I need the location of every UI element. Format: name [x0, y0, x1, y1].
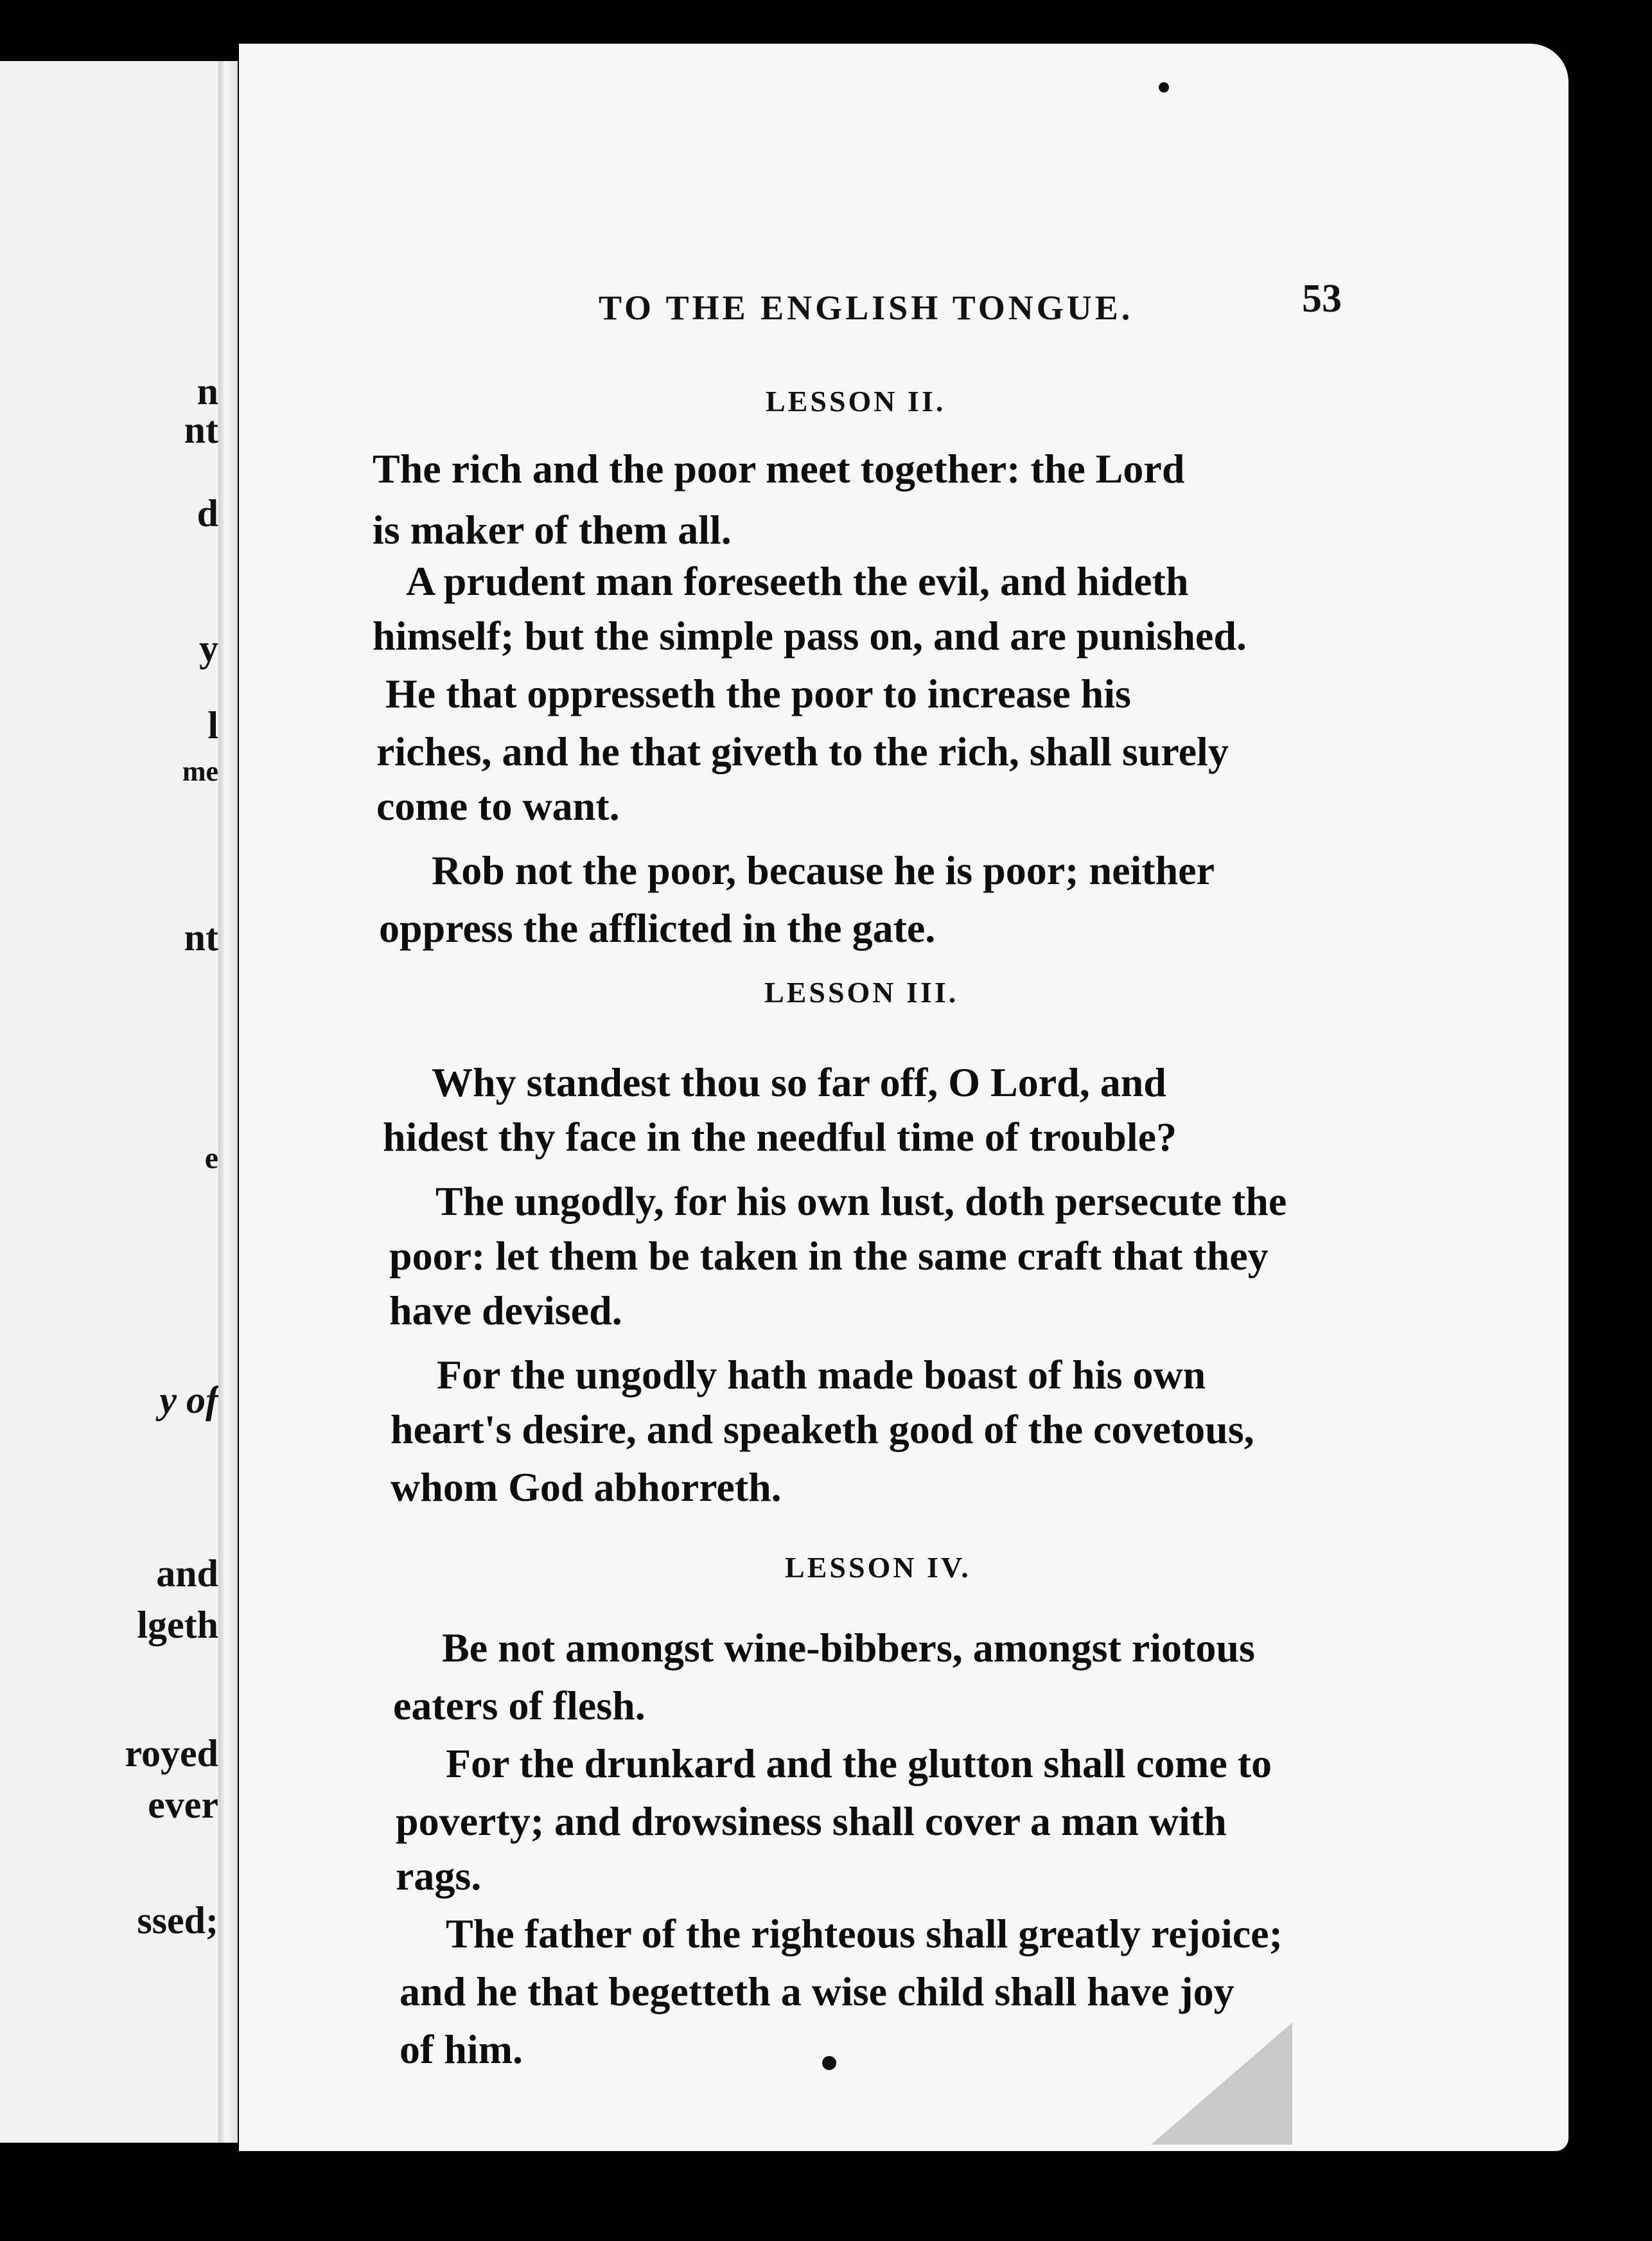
left-fragment: d — [197, 492, 218, 535]
left-fragment: me — [182, 756, 218, 787]
left-fragment: n — [197, 370, 218, 412]
lesson-heading: LESSON III. — [764, 976, 959, 1009]
book-page — [239, 44, 1569, 2151]
text-line: have devised. — [389, 1288, 622, 1333]
book-gutter — [218, 61, 238, 2143]
page-corner-wear — [1151, 2023, 1292, 2145]
left-fragment: nt — [184, 409, 218, 451]
text-line: Be not amongst wine-bibbers, amongst riotous — [442, 1625, 1255, 1670]
text-line: A prudent man foreseeth the evil, and hideth — [406, 558, 1189, 604]
text-line: heart's desire, and speaketh good of the covetous, — [391, 1406, 1254, 1452]
text-line: Why standest thou so far off, O Lord, and — [432, 1059, 1166, 1105]
text-line: whom God abhorreth. — [391, 1464, 782, 1510]
text-line: eaters of flesh. — [393, 1683, 646, 1728]
ink-speck — [822, 2056, 836, 2070]
text-line: The rich and the poor meet together: the Lord — [373, 446, 1185, 492]
text-line: For the ungodly hath made boast of his own — [437, 1352, 1206, 1397]
text-line: poor: let them be taken in the same craft that they — [389, 1233, 1269, 1279]
text-line: and he that begetteth a wise child shall have joy — [400, 1969, 1235, 2014]
text-line: Rob not the poor, because he is poor; neither — [432, 847, 1215, 893]
text-line: riches, and he that giveth to the rich, shall surely — [376, 729, 1229, 774]
lesson-heading: LESSON II. — [766, 385, 946, 418]
bleed-through-text — [361, 403, 1543, 449]
page-number: 53 — [1302, 277, 1342, 321]
left-fragment: e — [204, 1141, 218, 1175]
ink-speck — [1159, 82, 1169, 93]
text-line: The ungodly, for his own lust, doth persecute the — [435, 1178, 1287, 1224]
text-line: rags. — [396, 1853, 482, 1899]
previous-page-edge — [0, 61, 218, 2143]
left-fragment: ssed; — [137, 1899, 218, 1942]
left-fragment: lgeth — [137, 1604, 218, 1646]
text-line: himself; but the simple pass on, and are punished. — [373, 613, 1247, 659]
text-line: poverty; and drowsiness shall cover a man with — [396, 1798, 1227, 1844]
text-line: come to want. — [376, 783, 620, 829]
running-title: TO THE ENGLISH TONGUE. — [599, 288, 1134, 327]
text-line: oppress the afflicted in the gate. — [379, 905, 936, 951]
text-line: is maker of them all. — [373, 507, 732, 553]
left-fragment: y — [199, 627, 218, 669]
left-fragment: ever — [148, 1784, 218, 1826]
left-fragment: y of — [159, 1379, 218, 1421]
lesson-heading: LESSON IV. — [785, 1551, 971, 1584]
text-line: He that oppresseth the poor to increase his — [385, 671, 1131, 716]
text-line: For the drunkard and the glutton shall come to — [446, 1741, 1272, 1786]
text-line: hidest thy face in the needful time of trouble? — [383, 1114, 1177, 1160]
left-fragment: and — [156, 1552, 218, 1595]
left-fragment: nt — [184, 916, 218, 959]
left-fragment: l — [207, 704, 218, 747]
text-line: The father of the righteous shall greatly rejoice; — [446, 1911, 1283, 1956]
text-line: of him. — [400, 2026, 523, 2072]
left-fragment: royed — [125, 1732, 218, 1775]
